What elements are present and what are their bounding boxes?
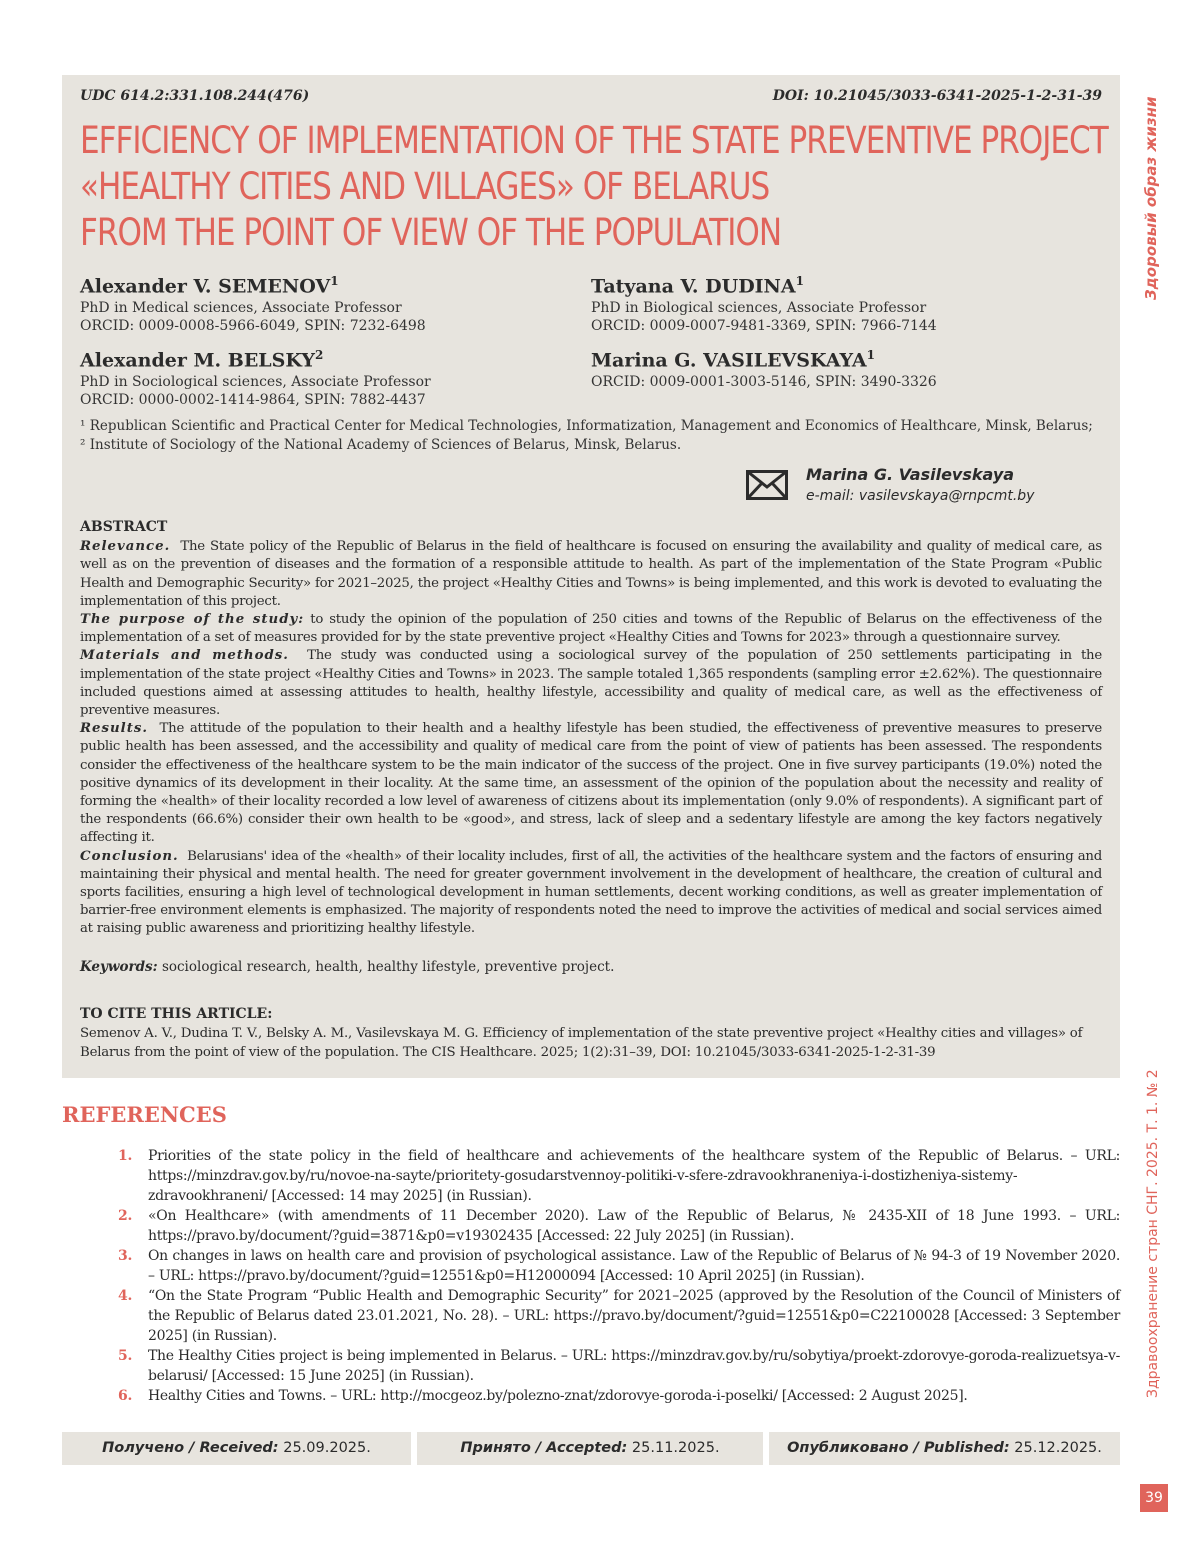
affiliation: ² Institute of Sociology of the National Academy of Sciences of Belarus, Minsk, Belarus. [80, 437, 682, 453]
contact-name: Marina G. Vasilevskaya [806, 465, 1015, 484]
author-degree: PhD in Sociological sciences, Associate Professor [80, 374, 431, 391]
abstract-heading: ABSTRACT [80, 519, 168, 535]
author-block [591, 268, 937, 335]
author-ids: ORCID: 0000-0002-1414-9864, SPIN: 7882-4437 [80, 392, 426, 409]
abstract-section: The purpose of the study: to study the opinion of the population of 250 cities and towns of the Republic of Belarus on the effectiveness of the implementation of a set of measures provided for by the state preventive project «Healthy Cities and Towns for 2023» through a questionnaire survey. [80, 612, 1102, 646]
reference-item: 2. «On Healthcare» (with amendments of 11 December 2020). Law of the Republic of Belarus, № 2435-XII of 18 June 1993. – URL: https://pravo.by/document/?guid=3871&p0=v19302435 [Accessed: 22 July 2025] (in Russian). [118, 1208, 1120, 1244]
author-block [80, 342, 431, 409]
udc-code: UDC 614.2:331.108.244(476) [80, 88, 310, 104]
meta-row [80, 88, 1102, 106]
reference-item: 6. Healthy Cities and Towns. – URL: http://mocgeoz.by/polezno-znat/zdorovye-goroda-i-poselki/ [Accessed: 2 August 2025]. [118, 1388, 968, 1404]
author-name: Alexander M. BELSKY$^2$ [80, 348, 324, 372]
author-block [591, 342, 937, 391]
title-line: «HEALTHY CITIES AND VILLAGES» OF BELARUS [80, 165, 770, 208]
author-name: Alexander V. SEMENOV$^1$ [80, 274, 339, 298]
citation [80, 1005, 1102, 1062]
reference-item: 3. On changes in laws on health care and provision of psychological assistance. Law of the Republic of Belarus of № 94-3 of 19 November 2020. – URL: https://pravo.by/document/?guid=12551&p0=H12000094 [Accessed: 10 April 2025] (in Russian). [118, 1248, 1120, 1284]
author-degree: PhD in Biological sciences, Associate Professor [591, 300, 927, 317]
doi: DOI: 10.21045/3033-6341-2025-1-2-31-39 [772, 88, 1102, 104]
abstract-section: Materials and methods. The study was conducted using a sociological survey of the population of 250 settlements participating in the implementation of the state project «Healthy Cities and Towns» in 2023. The sample totaled 1,365 respondents (sampling error ±2.62%). The questionnaire included questions aimed at assessing attitudes to health, healthy lifestyle, accessibility and quality of medical care, as well as the effectiveness of preventive measures. [80, 648, 1102, 719]
affiliations [80, 417, 1120, 455]
author-ids: ORCID: 0009-0008-5966-6049, SPIN: 7232-6498 [80, 318, 426, 335]
reference-item: 4. “On the State Program “Public Health and Demographic Security” for 2021–2025 (approved by the Resolution of the Council of Ministers of the Republic of Belarus dated 23.01.2021, No. 28). – URL: https://pravo.by/document/?guid=12551&p0=C22100028 [Accessed: 3 September 2025] (in Russian). [118, 1288, 1120, 1344]
author-name: Marina G. VASILEVSKAYA$^1$ [591, 348, 875, 372]
abstract [80, 518, 1102, 939]
published-date: Опубликовано / Published: 25.12.2025. [769, 1432, 1120, 1465]
author-ids: ORCID: 0009-0007-9481-3369, SPIN: 7966-7144 [591, 318, 937, 335]
corresponding-author [746, 465, 1106, 511]
contact-email[interactable]: e-mail: vasilevskaya@rnpcmt.by [806, 488, 1035, 504]
abstract-section: Conclusion. Belarusians' idea of the «health» of their locality includes, first of all, the activities of the healthcare system and the factors of ensuring and maintaining their physical and mental health. The need for greater government involvement in the development of healthcare, the creation of cultural and sports facilities, ensuring a high level of technological development in human settlements, decent working conditions, as well as greater implementation of barrier-free environment elements is emphasized. The majority of respondents noted the need to improve the activities of medical and social services aimed at raising public awareness and prioritizing healthy lifestyle. [80, 848, 1102, 937]
author-degree: PhD in Medical sciences, Associate Professor [80, 300, 402, 317]
title-line: FROM THE POINT OF VIEW OF THE POPULATION [80, 211, 782, 254]
accepted-date: Принято / Accepted: 25.11.2025. [417, 1432, 763, 1465]
author-ids: ORCID: 0009-0001-3003-5146, SPIN: 3490-3326 [591, 374, 937, 391]
keywords: Keywords: sociological research, health, healthy lifestyle, preventive project. [80, 959, 615, 975]
author-name: Tatyana V. DUDINA$^1$ [591, 274, 805, 298]
article-title [80, 118, 1108, 256]
received-date: Получено / Received: 25.09.2025. [62, 1432, 411, 1465]
abstract-section: Relevance. The State policy of the Republic of Belarus in the field of healthcare is focused on ensuring the availability and quality of medical care, as well as on the prevention of diseases and the formation of a responsible attitude to health. As part of the implementation of the State Program «Public Health and Demographic Security» for 2021–2025, the project «Healthy Cities and Towns» is being implemented, and this work is devoted to evaluating the implementation of this project. [80, 539, 1102, 609]
affiliation: ¹ Republican Scientific and Practical Center for Medical Technologies, Informatization, Management and Economics of Healthcare, Minsk, Belarus; [80, 418, 1093, 434]
citation-heading: TO CITE THIS ARTICLE: [80, 1006, 273, 1022]
references-heading: REFERENCES [62, 1102, 227, 1127]
citation-text: Semenov A. V., Dudina T. V., Belsky A. M., Vasilevskaya M. G. Efficiency of implementation of the state preventive project «Healthy cities and villages» of Belarus from the point of view of the population. The CIS Healthcare. 2025; 1(2):31–39, DOI: 10.21045/3033-6341-2025-1-2-31-39 [80, 1026, 1083, 1060]
section-label: Здоровый образ жизни [1142, 96, 1160, 300]
journal-label: Здравоохранение стран СНГ. 2025. Т. 1. № 2 [1145, 1069, 1161, 1398]
page-number: 39 [1140, 1484, 1168, 1512]
envelope-icon [746, 470, 788, 500]
reference-item: 1. Priorities of the state policy in the field of healthcare and achievements of the healthcare system of the Republic of Belarus. – URL: https://minzdrav.gov.by/ru/novoe-na-sayte/prioritety-gosudarstvennoy-politiki-v-sfere-zdravookhraneniya-i-dostizheniya-sistemy-zdravookhraneni/ [Accessed: 14 may 2025] (in Russian). [118, 1148, 1120, 1204]
abstract-section: Results. The attitude of the population to their health and a healthy lifestyle has been studied, the effectiveness of preventive measures to preserve public health has been assessed, and the accessibility and quality of medical care from the point of view of patients has been assessed. The respondents consider the effectiveness of the healthcare system to be the main indicator of the success of the project. One in five survey participants (19.0%) noted the positive dynamics of its development in their locality. At the same time, an assessment of the opinion of the population about the necessity and reality of forming the «health» of their locality recorded a low level of awareness of citizens about its implementation (only 9.0% of respondents). A significant part of the respondents (66.6%) consider their own health to be «good», and stress, lack of sleep and a sedentary lifestyle are among the key factors negatively affecting it. [80, 721, 1102, 846]
title-line: EFFICIENCY OF IMPLEMENTATION OF THE STATE PREVENTIVE PROJECT [80, 119, 1108, 162]
references-list [118, 1146, 1120, 1406]
reference-item: 5. The Healthy Cities project is being implemented in Belarus. – URL: https://minzdrav.gov.by/ru/sobytiya/proekt-zdorovye-goroda-realizuetsya-v-belarusi/ [Accessed: 15 June 2025] (in Russian). [118, 1348, 1120, 1384]
author-block [80, 268, 426, 335]
